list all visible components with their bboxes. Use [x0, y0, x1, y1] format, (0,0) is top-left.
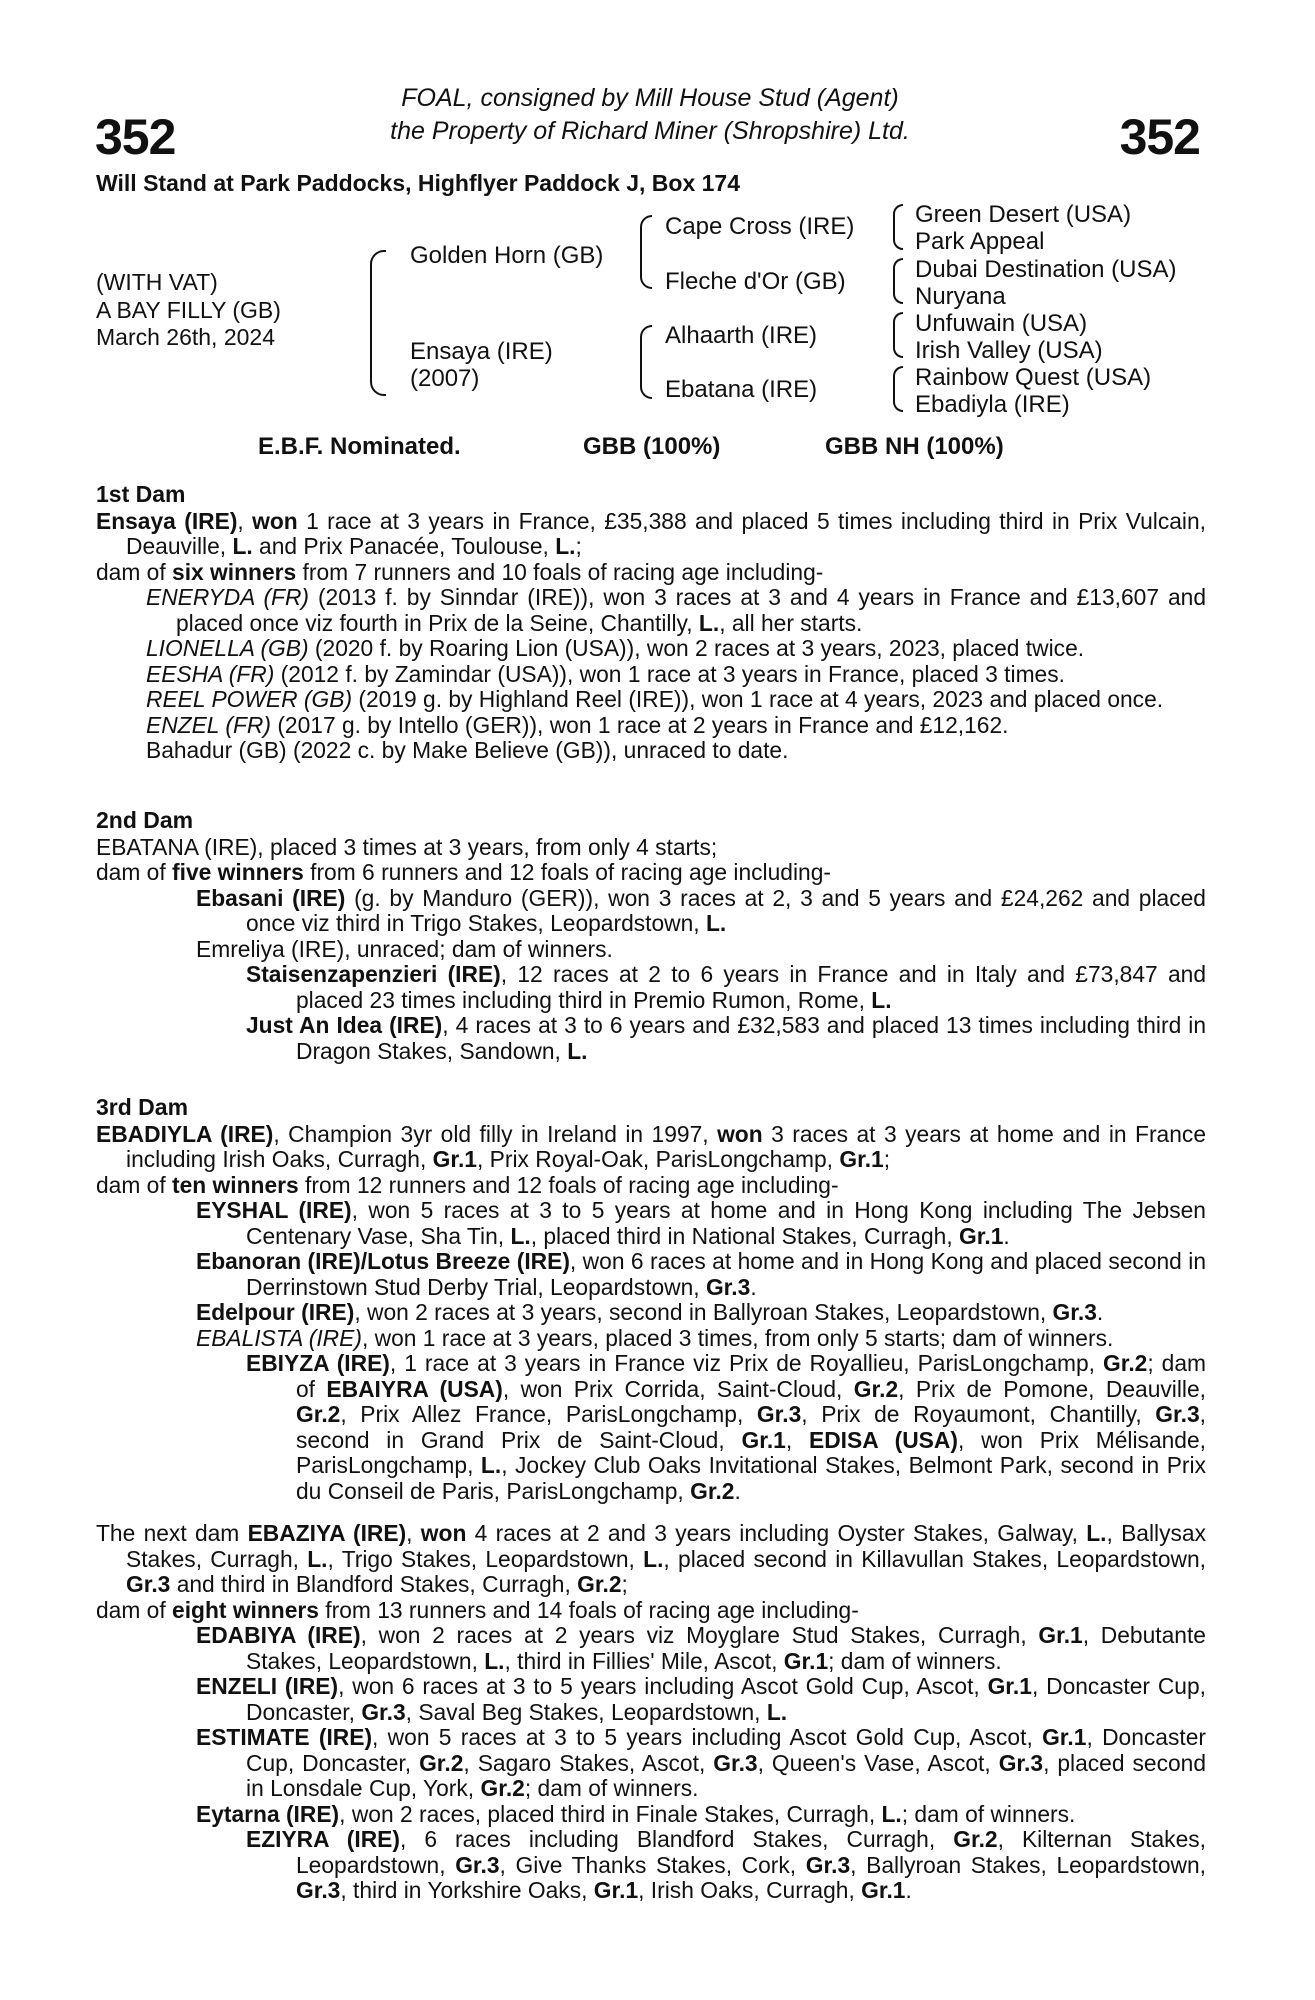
text: , Prix de Pomone, Deauville, — [898, 1375, 1206, 1402]
text: , Kilternan Stakes, Leopardstown, — [296, 1826, 1206, 1878]
consignment-line1: FOAL, consigned by Mill House Stud (Agent) — [401, 84, 899, 112]
third-dam-heading: 3rd Dam — [96, 1094, 189, 1120]
second-dam-section — [96, 808, 1206, 1064]
progeny-eytarna — [96, 1802, 1206, 1828]
grade: Gr.2 — [690, 1477, 735, 1504]
text: (2020 f. by Roaring Lion (USA)), won 2 races at 3 years, 2023, placed twice. — [308, 635, 1085, 661]
grade: Gr.3 — [361, 1698, 406, 1725]
grade: Gr.1 — [741, 1426, 786, 1453]
ssd: Park Appeal — [915, 228, 1045, 255]
g3-bracket-1 — [893, 204, 903, 250]
second-dam-heading: 2nd Dam — [96, 807, 194, 833]
dam-sire: Alhaarth (IRE) — [665, 322, 818, 349]
grade: Gr.2 — [1102, 1350, 1148, 1376]
dam-name: Ensaya (IRE) — [96, 507, 238, 534]
progeny-edelpour: Edelpour (IRE), won 2 races at 3 years, second in Ballyroan Stakes, Leopardstown, Gr.3. — [196, 1299, 1104, 1325]
text: , won 5 races at 3 to 5 years at home and in Hong Kong including The Jebsen Centenary Vase, Sha Tin, — [246, 1197, 1206, 1249]
winners-count: eight winners — [172, 1596, 319, 1623]
progeny-name: LIONELLA (GB) — [146, 635, 309, 661]
progeny-name: EBAIYRA (USA) — [326, 1375, 503, 1402]
grade: Gr.3 — [705, 1273, 751, 1300]
text: , 4 races at 3 to 6 years and £32,583 and placed 13 times including third in Dragon Stakes, Sandown, — [296, 1012, 1207, 1064]
progeny-ebasani — [96, 886, 1206, 937]
progeny-eesha — [96, 662, 1206, 688]
ebf-nominated: E.B.F. Nominated. — [258, 433, 461, 460]
progeny-name: EBIYZA (IRE) — [246, 1350, 390, 1376]
grade: Gr.3 — [296, 1877, 341, 1903]
sire: Golden Horn (GB) — [410, 242, 604, 269]
listed: L. — [871, 986, 892, 1013]
grandprogeny-eziyra: EZIYRA (IRE), 6 races including Blandford Stakes, Curragh, Gr.2, Kilternan Stakes, Leopardstown, Gr.3, Give Thanks Stakes, Cork, Gr.3, Ballyroan Stakes, Leopardstown, Gr.3, third in Yorkshire Oaks, Gr.1, Irish Oaks, Curragh, Gr.1. — [246, 1826, 1206, 1903]
pedigree-bracket — [370, 250, 386, 396]
first-dam-heading: 1st Dam — [96, 481, 186, 507]
listed: L. — [307, 1545, 328, 1572]
listed: L. — [698, 609, 720, 636]
listed: L. — [480, 1452, 502, 1478]
dss: Unfuwain (USA) — [915, 310, 1088, 337]
listed: L. — [881, 1800, 902, 1827]
grandprogeny-ebiyza: EBIYZA (IRE), 1 race at 3 years in France viz Prix de Royallieu, ParisLongchamp, Gr.2; dam of EBAIYRA (USA), won Prix Corrida, Saint-Cloud, Gr.2, Prix de Pomone, Deauville, Gr.2, Prix Allez France, ParisLongchamp, Gr.3, Prix de Royaumont, Chantilly, Gr.3, second in Grand Prix de Saint-Cloud, Gr.1, EDISA (USA), won Prix Mélisande, ParisLongchamp, L., Jockey Club Oaks Invitational Stakes, Belmont Park, second in Prix du Conseil de Paris, ParisLongchamp, Gr.2. — [246, 1350, 1206, 1504]
winners-count: five winners — [172, 859, 304, 885]
progeny-ebalista — [96, 1326, 1206, 1352]
listed: L. — [766, 1698, 788, 1725]
sss: Green Desert (USA) — [915, 201, 1132, 228]
text: , won Prix Mélisande, ParisLongchamp, — [296, 1426, 1206, 1478]
text: , Jockey Club Oaks Invitational Stakes, Belmont Park, second in Prix du Conseil de Paris, ParisLongchamp, — [296, 1452, 1206, 1504]
grade: Gr.1 — [1038, 1622, 1083, 1648]
text: 3 races at 3 years at home and in France including Irish Oaks, Curragh, — [126, 1120, 1206, 1172]
winners-count: six winners — [172, 558, 297, 585]
text: dam of — [96, 558, 173, 585]
third-dam-section — [96, 1095, 1206, 1504]
second-dam-record: EBATANA (IRE), placed 3 times at 3 years, from only 4 starts; — [96, 833, 718, 860]
text: ; dam of winners. — [901, 1800, 1076, 1827]
text: , Debutante Stakes, Leopardstown, — [246, 1622, 1206, 1674]
first-dam-record: Ensaya (IRE), won 1 race at 3 years in France, £35,388 and placed 5 times including third in Prix Vulcain, Deauville, L. and Prix Panacée, Toulouse, L.; — [96, 507, 1206, 559]
won-label: won — [717, 1120, 763, 1147]
second-dam-produce — [96, 860, 1206, 886]
grade: Gr.2 — [480, 1775, 525, 1801]
text: , Ballyroan Stakes, Leopardstown, — [850, 1851, 1206, 1878]
consignment-line2: the Property of Richard Miner (Shropshire) Ltd. — [390, 117, 910, 145]
grade: Gr.2 — [577, 1571, 622, 1597]
gbb-note: GBB (100%) — [583, 433, 721, 460]
grade: Gr.3 — [1052, 1299, 1097, 1325]
dam: Ensaya (IRE) — [410, 338, 553, 365]
progeny-name: EYSHAL (IRE) — [196, 1197, 352, 1223]
text: The next dam — [96, 1520, 248, 1546]
text: (2012 f. by Zamindar (USA)), won 1 race at 3 years in France, placed 3 times. — [274, 660, 1065, 687]
text: (g. by Manduro (GER)), won 3 races at 2, 3 and 5 years and £24,262 and placed once viz third in Trigo Stakes, Leopardstown, — [246, 884, 1206, 936]
dds: Rainbow Quest (USA) — [915, 364, 1152, 391]
grade: Gr.2 — [953, 1826, 998, 1852]
grandprogeny-staisenzapenzieri — [96, 962, 1206, 1013]
grade: Gr.3 — [998, 1749, 1044, 1776]
text: and third in Blandford Stakes, Curragh, — [170, 1571, 578, 1597]
text: , won 1 race at 3 years, placed 3 times, from only 5 starts; dam of winners. — [361, 1324, 1114, 1351]
grade: Gr.2 — [296, 1401, 341, 1427]
progeny-name: ESTIMATE (IRE) — [196, 1724, 373, 1750]
text: , all her starts. — [719, 609, 863, 636]
progeny-name: ENZELI (IRE) — [196, 1673, 339, 1699]
sire-sire: Cape Cross (IRE) — [665, 213, 855, 240]
grade: Gr.1 — [987, 1673, 1032, 1699]
progeny-name: EESHA (FR) — [146, 660, 275, 687]
listed: L. — [567, 1037, 588, 1064]
stand-location: Will Stand at Park Paddocks, Highflyer Paddock J, Box 174 — [96, 170, 740, 196]
third-dam-produce — [96, 1173, 1206, 1199]
text: , Give Thanks Stakes, Cork, — [499, 1851, 806, 1878]
dam-dam: Ebatana (IRE) — [665, 376, 818, 403]
grade: Gr.1 — [959, 1222, 1004, 1249]
progeny-lionella — [96, 636, 1206, 662]
grade: Gr.3 — [455, 1851, 500, 1878]
progeny-name: Ebasani (IRE) — [196, 884, 346, 911]
progeny-name: EBALISTA (IRE) — [196, 1324, 362, 1351]
grade: Gr.1 — [839, 1146, 884, 1172]
text: and Prix Panacée, Toulouse, — [252, 533, 556, 559]
winners-count: ten winners — [172, 1171, 299, 1198]
listed: L. — [555, 533, 576, 559]
text: 1 race at 3 years in France, £35,388 and placed 5 times including third in Prix Vulcain, Deauville, — [126, 507, 1206, 559]
text: from 12 runners and 12 foals of racing age including- — [298, 1171, 839, 1198]
progeny-bahadur: Bahadur (GB) (2022 c. by Make Believe (GB)), unraced to date. — [146, 737, 789, 763]
progeny-name: ENZEL (FR) — [146, 711, 271, 738]
next-dam-record: The next dam EBAZIYA (IRE), won 4 races at 2 and 3 years including Oyster Stakes, Galway, L., Ballysax Stakes, Curragh, L., Trigo Stakes, Leopardstown, L., placed second in Killavullan Stakes, Leopardstown, Gr.3 and third in Blandford Stakes, Curragh, Gr.2; — [96, 1520, 1206, 1597]
progeny-name: Eytarna (IRE) — [196, 1800, 340, 1827]
third-dam-record — [96, 1122, 1206, 1173]
text: , Prix Allez France, ParisLongchamp, — [340, 1401, 757, 1427]
text: from 7 runners and 10 foals of racing age including- — [296, 558, 824, 585]
progeny-name: EDABIYA (IRE) — [196, 1622, 361, 1648]
text: , won 2 races, placed third in Finale Stakes, Curragh, — [339, 1800, 882, 1827]
listed: L. — [510, 1222, 531, 1249]
horse-name: A BAY FILLY (GB) — [96, 297, 281, 323]
progeny-name: EZIYRA (IRE) — [246, 1826, 400, 1852]
text: , Prix de Royaumont, Chantilly, — [801, 1401, 1156, 1427]
text: , Irish Oaks, Curragh, — [638, 1877, 862, 1903]
grade: Gr.1 — [861, 1877, 906, 1903]
text: , 6 races including Blandford Stakes, Curragh, — [399, 1826, 954, 1852]
progeny-estimate — [96, 1725, 1206, 1802]
progeny-name: Staisenzapenzieri (IRE) — [246, 961, 501, 987]
g3-bracket-3 — [893, 312, 903, 358]
text: , won 5 races at 3 to 5 years including Ascot Gold Cup, Ascot, — [372, 1724, 1043, 1750]
progeny-edabiya — [96, 1623, 1206, 1674]
sdd: Nuryana — [915, 283, 1006, 310]
text: , Saval Beg Stakes, Leopardstown, — [405, 1698, 767, 1725]
foaled-date: March 26th, 2024 — [96, 324, 276, 350]
listed: L. — [232, 533, 253, 559]
listed: L. — [643, 1545, 664, 1572]
progeny-enzel — [96, 713, 1206, 739]
listed: L. — [484, 1647, 505, 1674]
grade: Gr.1 — [783, 1647, 829, 1674]
text: ; — [883, 1146, 891, 1172]
won-label: won — [420, 1520, 467, 1546]
text: ; — [575, 533, 582, 559]
text: , 1 race at 3 years in France viz Prix de Royallieu, ParisLongchamp, — [389, 1350, 1103, 1376]
grade: Gr.3 — [126, 1571, 171, 1597]
text: , placed second in Killavullan Stakes, Leopardstown, — [663, 1545, 1206, 1572]
sds: Dubai Destination (USA) — [915, 256, 1177, 283]
text: , Champion 3yr old filly in Ireland in 1997, — [273, 1120, 718, 1147]
progeny-emreliya: Emreliya (IRE), unraced; dam of winners. — [196, 935, 613, 962]
text: , Doncaster Cup, Doncaster, — [246, 1724, 1206, 1776]
text: , won 6 races at home and in Hong Kong and placed second in Derrinstown Stud Derby Trial, Leopardstown, — [246, 1248, 1206, 1300]
text: , Queen's Vase, Ascot, — [757, 1749, 999, 1776]
text: dam of — [96, 859, 173, 885]
text: ; dam of winners. — [524, 1775, 699, 1801]
text: , 12 races at 2 to 6 years in France and in Italy and £73,847 and placed 23 times including third in Premio Rumon, Rome, — [296, 961, 1206, 1013]
gbb-nh-note: GBB NH (100%) — [825, 433, 1004, 460]
sire-bracket — [640, 215, 652, 289]
grade: Gr.3 — [805, 1851, 851, 1878]
g3-bracket-2 — [893, 258, 903, 304]
grandprogeny-just-an-idea — [96, 1013, 1206, 1064]
text: 4 races at 2 and 3 years including Oyster Stakes, Galway, — [466, 1520, 1087, 1546]
progeny-ebanoran: Ebanoran (IRE)/Lotus Breeze (IRE), won 6 races at home and in Hong Kong and placed second in Derrinstown Stud Derby Trial, Leopardstown, Gr.3. — [196, 1248, 1206, 1300]
first-dam-produce — [96, 560, 1206, 586]
first-dam-section — [96, 482, 1206, 764]
text: , placed second in Lonsdale Cup, York, — [246, 1749, 1207, 1801]
text: (2013 f. by Sinndar (IRE)), won 3 races at 3 and 4 years in France and £13,607 and placed once viz fourth in Prix de la Seine, Chantilly, — [176, 584, 1206, 636]
listed: L. — [1086, 1520, 1107, 1546]
grade: Gr.3 — [1155, 1401, 1200, 1427]
text: , Ballysax Stakes, Curragh, — [126, 1520, 1206, 1572]
text: dam of — [96, 1171, 173, 1198]
text: dam of — [96, 1596, 173, 1623]
vat-note: (WITH VAT) — [96, 269, 218, 295]
progeny-eyshal: EYSHAL (IRE), won 5 races at 3 to 5 years at home and in Hong Kong including The Jebsen Centenary Vase, Sha Tin, L., placed third in National Stakes, Curragh, Gr.1. — [196, 1197, 1206, 1249]
listed: L. — [705, 910, 727, 936]
text: , third in Fillies' Mile, Ascot, — [504, 1647, 784, 1674]
dsd: Irish Valley (USA) — [915, 337, 1103, 364]
dam-year: (2007) — [410, 365, 480, 392]
grade: Gr.3 — [713, 1749, 758, 1776]
text: (2017 g. by Intello (GER)), won 1 race at 2 years in France and £12,162. — [270, 711, 1009, 738]
text: , won Prix Corrida, Saint-Cloud, — [502, 1375, 854, 1402]
g3-bracket-4 — [893, 366, 903, 412]
text: , Doncaster Cup, Doncaster, — [246, 1673, 1206, 1725]
text: , Trigo Stakes, Leopardstown, — [327, 1545, 644, 1572]
lot-number-right: 352 — [1119, 109, 1200, 165]
progeny-eneryda — [96, 585, 1206, 636]
lot-number: 352 — [95, 109, 176, 165]
consignment — [0, 82, 1300, 148]
dam-name: EBADIYLA (IRE) — [96, 1120, 274, 1147]
dam-bracket — [640, 325, 652, 399]
grade: Gr.2 — [853, 1375, 899, 1402]
text: from 6 runners and 12 foals of racing age including- — [303, 859, 831, 885]
text: (2019 g. by Highland Reel (IRE)), won 1 race at 4 years, 2023 and placed once. — [352, 686, 1164, 712]
progeny-name: Ebanoran (IRE)/Lotus Breeze (IRE) — [196, 1248, 570, 1274]
text: , won 2 races at 3 years, second in Ballyroan Stakes, Leopardstown, — [354, 1299, 1053, 1325]
sire-dam: Fleche d'Or (GB) — [665, 268, 846, 295]
grade: Gr.3 — [756, 1401, 802, 1427]
progeny-name: REEL POWER (GB) — [146, 686, 353, 712]
won-label: won — [252, 507, 298, 534]
next-dam-section — [96, 1521, 1206, 1904]
progeny-name: Edelpour (IRE) — [196, 1299, 355, 1325]
text: , placed third in National Stakes, Curragh, — [530, 1222, 960, 1249]
progeny-name: EDISA (USA) — [808, 1426, 958, 1453]
grade: Gr.1 — [1042, 1724, 1087, 1750]
grade: Gr.2 — [419, 1749, 464, 1776]
progeny-name: ENERYDA (FR) — [146, 584, 310, 610]
text: , third in Yorkshire Oaks, — [340, 1877, 594, 1903]
text: , won 2 races at 2 years viz Moyglare Stud Stakes, Curragh, — [360, 1622, 1039, 1648]
text: , won 6 races at 3 to 5 years including Ascot Gold Cup, Ascot, — [338, 1673, 988, 1699]
dam-name: EBAZIYA (IRE) — [247, 1520, 407, 1546]
progeny-reel-power — [96, 687, 1206, 713]
grade: Gr.1 — [593, 1877, 639, 1903]
grade: Gr.1 — [432, 1146, 477, 1172]
text: ; dam of winners. — [828, 1647, 1002, 1674]
text: ; dam of — [296, 1350, 1206, 1402]
text: , Sagaro Stakes, Ascot, — [463, 1749, 714, 1776]
progeny-enzeli — [96, 1674, 1206, 1725]
text: from 13 runners and 14 foals of racing age including- — [318, 1596, 859, 1623]
text: , second in Grand Prix de Saint-Cloud, — [296, 1401, 1206, 1453]
text: , Prix Royal-Oak, ParisLongchamp, — [476, 1146, 840, 1172]
next-dam-produce — [96, 1598, 1206, 1624]
progeny-name: Just An Idea (IRE) — [246, 1012, 443, 1038]
ddd: Ebadiyla (IRE) — [915, 391, 1070, 418]
